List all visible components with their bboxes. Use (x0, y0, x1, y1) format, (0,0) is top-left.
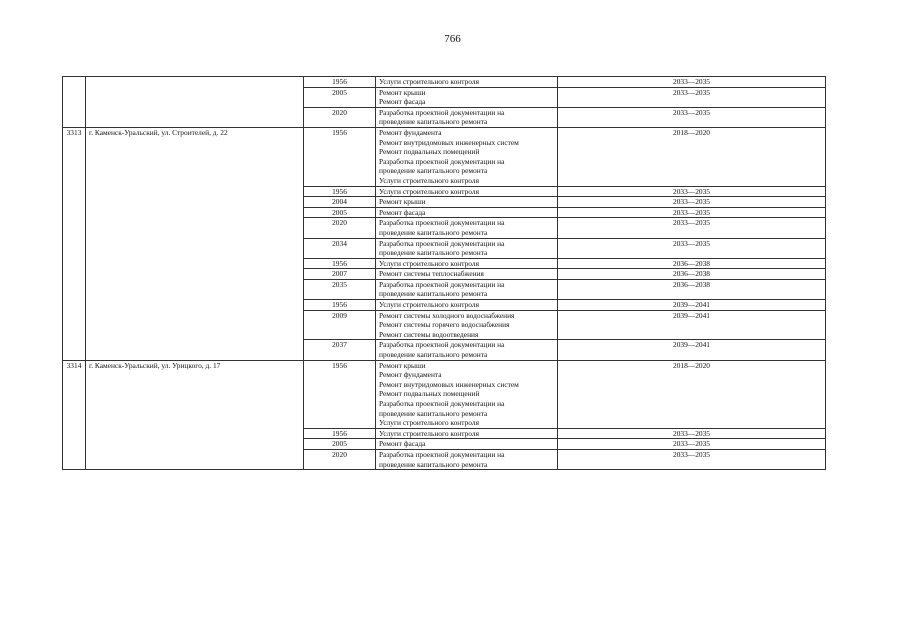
work-item: Ремонт фасада (379, 207, 426, 217)
works-cell (376, 279, 558, 299)
period-cell: 2033—2035 (558, 238, 826, 258)
year-cell: 1956 (304, 186, 376, 197)
work-item: Услуги строительного контроля (379, 418, 479, 428)
year-cell: 2005 (304, 207, 376, 218)
works-cell (376, 269, 558, 280)
work-item: Услуги строительного контроля (379, 175, 479, 185)
year-cell: 2020 (304, 107, 376, 127)
work-item: Разработка проектной документации на (379, 279, 505, 289)
work-item: Ремонт внутридомовых инженерных систем (379, 379, 519, 389)
year-cell: 2034 (304, 238, 376, 258)
work-item: Разработка проектной документации на (379, 449, 505, 459)
work-item: Услуги строительного контроля (379, 428, 479, 438)
period-cell: 2033—2035 (558, 449, 826, 469)
period-cell: 2033—2035 (558, 197, 826, 208)
work-item: Ремонт подвальных помещений (379, 147, 480, 157)
works-cell (376, 127, 558, 186)
period-cell: 2036—2038 (558, 269, 826, 280)
work-item: Разработка проектной документации на (379, 156, 505, 166)
period-cell: 2036—2038 (558, 279, 826, 299)
year-cell: 2037 (304, 340, 376, 360)
work-item: Разработка проектной документации на (379, 218, 505, 228)
period-cell: 2039—2041 (558, 340, 826, 360)
period-cell: 2033—2035 (558, 439, 826, 450)
year-cell: 2004 (304, 197, 376, 208)
year-cell: 2020 (304, 218, 376, 238)
period-cell: 2033—2035 (558, 87, 826, 107)
works-cell (376, 428, 558, 439)
work-item: Разработка проектной документации на (379, 340, 505, 350)
work-item: Ремонт фундамента (379, 127, 442, 137)
period-cell: 2033—2035 (558, 428, 826, 439)
period-cell: 2033—2035 (558, 207, 826, 218)
year-cell: 1956 (304, 300, 376, 311)
works-cell (376, 360, 558, 428)
work-item: Ремонт крыши (379, 360, 426, 370)
table-row (63, 360, 826, 428)
period-cell: 2018—2020 (558, 360, 826, 428)
works-cell (376, 300, 558, 311)
works-cell (376, 340, 558, 360)
work-item: проведение капитального ремонта (379, 248, 488, 258)
works-cell (376, 107, 558, 127)
year-cell: 1956 (304, 258, 376, 269)
page-number: 766 (444, 33, 461, 45)
period-cell: 2036—2038 (558, 258, 826, 269)
year-cell: 2005 (304, 439, 376, 450)
work-item: Ремонт фасада (379, 439, 426, 449)
works-cell (376, 310, 558, 340)
table-row (63, 127, 826, 186)
object-number: 3313 (63, 127, 86, 360)
period-cell: 2039—2041 (558, 300, 826, 311)
works-cell (376, 218, 558, 238)
works-cell (376, 439, 558, 450)
work-item: Разработка проектной документации на (379, 107, 505, 117)
repair-schedule-table (62, 76, 826, 470)
period-cell: 2018—2020 (558, 127, 826, 186)
works-cell (376, 197, 558, 208)
year-cell: 1956 (304, 77, 376, 88)
works-cell (376, 207, 558, 218)
work-item: Ремонт фундамента (379, 370, 442, 380)
works-cell (376, 449, 558, 469)
object-address: г. Каменск-Уральский, ул. Строителей, д. 22 (86, 127, 304, 360)
period-cell: 2039—2041 (558, 310, 826, 340)
object-address (86, 77, 304, 128)
work-item: проведение капитального ремонта (379, 459, 488, 469)
year-cell: 2007 (304, 269, 376, 280)
work-item: Ремонт системы горячего водоснабжения (379, 320, 510, 330)
work-item: Ремонт системы теплоснабжения (379, 269, 484, 279)
period-cell: 2033—2035 (558, 218, 826, 238)
work-item: Разработка проектной документации на (379, 238, 505, 248)
work-item: проведение капитального ремонта (379, 117, 488, 127)
object-address: г. Каменск-Уральский, ул. Урицкого, д. 17 (86, 360, 304, 470)
work-item: проведение капитального ремонта (379, 227, 488, 237)
works-cell (376, 77, 558, 88)
year-cell: 2009 (304, 310, 376, 340)
year-cell: 1956 (304, 127, 376, 186)
work-item: Ремонт фасада (379, 97, 426, 107)
year-cell: 1956 (304, 428, 376, 439)
year-cell: 2035 (304, 279, 376, 299)
object-number: 3314 (63, 360, 86, 470)
year-cell: 2005 (304, 87, 376, 107)
period-cell: 2033—2035 (558, 77, 826, 88)
work-item: проведение капитального ремонта (379, 408, 488, 418)
work-item: Ремонт подвальных помещений (379, 389, 480, 399)
period-cell: 2033—2035 (558, 107, 826, 127)
works-cell (376, 87, 558, 107)
work-item: Ремонт крыши (379, 197, 426, 207)
work-item: проведение капитального ремонта (379, 166, 488, 176)
work-item: Ремонт крыши (379, 87, 426, 97)
work-item: проведение капитального ремонта (379, 289, 488, 299)
table-row (63, 77, 826, 88)
work-item: проведение капитального ремонта (379, 350, 488, 360)
year-cell: 2020 (304, 449, 376, 469)
period-cell: 2033—2035 (558, 186, 826, 197)
works-cell (376, 258, 558, 269)
work-item: Услуги строительного контроля (379, 300, 479, 310)
works-cell (376, 238, 558, 258)
object-number (63, 77, 86, 128)
work-item: Услуги строительного контроля (379, 77, 479, 86)
work-item: Разработка проектной документации на (379, 399, 505, 408)
year-cell: 1956 (304, 360, 376, 428)
works-cell (376, 186, 558, 197)
work-item: Ремонт внутридомовых инженерных систем (379, 137, 519, 147)
work-item: Услуги строительного контроля (379, 186, 479, 196)
work-item: Услуги строительного контроля (379, 258, 479, 268)
work-item: Ремонт системы водоотведения (379, 329, 479, 339)
work-item: Ремонт системы холодного водоснабжения (379, 310, 515, 320)
